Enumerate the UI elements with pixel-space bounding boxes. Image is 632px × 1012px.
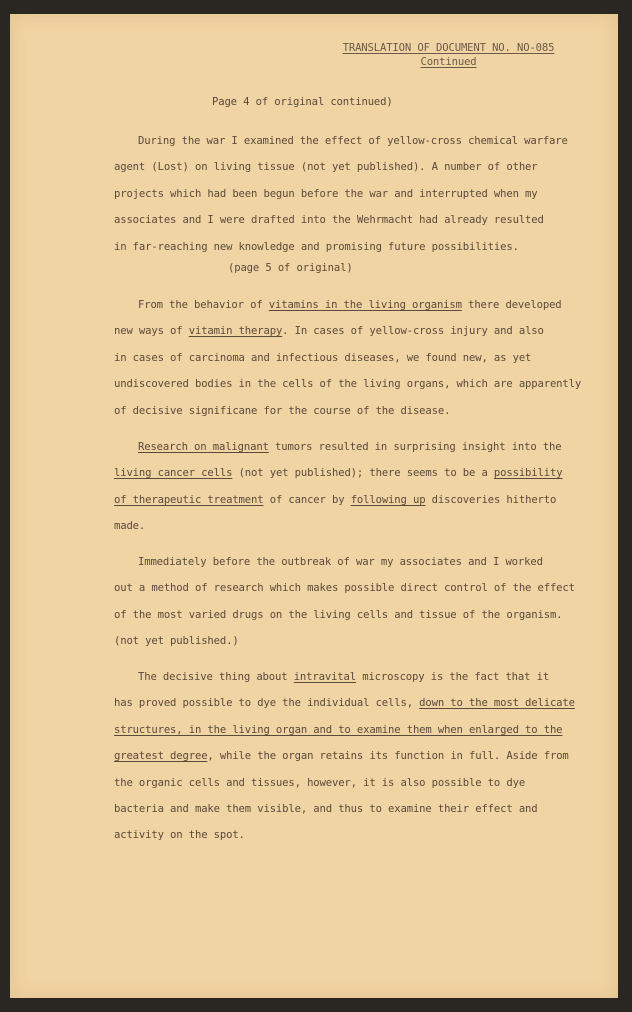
underlined-text: vitamins in the living organism	[268, 299, 462, 311]
underlined-text: living cancer cells	[114, 467, 233, 480]
text-segment: bacteria and make them visible, and thus to examine their effect and	[114, 802, 538, 815]
page-marker-4: Page 4 of original continued)	[212, 96, 393, 108]
text-segment: out a method of research which makes possible direct control of the effect	[114, 582, 575, 595]
text-segment: discoveries hitherto	[425, 493, 557, 506]
text-line	[114, 628, 594, 654]
text-segment: The decisive thing about	[138, 671, 294, 683]
text-segment: , while the organ retains its function in full. Aside from	[207, 750, 569, 763]
text-segment: undiscovered bodies in the cells of the living organs, which are apparently	[114, 378, 582, 391]
text-segment: microscopy is the fact that it	[355, 671, 550, 683]
page-marker-5: (page 5 of original)	[228, 262, 353, 274]
paragraph-1	[114, 128, 594, 260]
text-segment: associates and I were drafted into the Wehrmacht had already resulted	[114, 214, 544, 227]
paragraph-3	[114, 434, 594, 540]
paragraph-4	[114, 549, 594, 655]
text-line	[114, 770, 594, 796]
underlined-text: intravital	[293, 671, 356, 683]
text-line	[114, 371, 594, 397]
text-line	[114, 822, 594, 848]
document-header	[326, 42, 571, 68]
text-segment: . In cases of yellow-cross injury and also	[282, 325, 544, 338]
underlined-text: structures, in the living organ and to examine them when enlarged to the	[114, 723, 563, 736]
underlined-text: vitamin therapy	[188, 325, 283, 338]
text-segment: has proved possible to dye the individual cells,	[114, 697, 420, 710]
text-segment: of the most varied drugs on the living cells and tissue of the organism.	[114, 608, 563, 621]
underlined-text: greatest degree	[114, 750, 208, 763]
underlined-text: down to the most delicate	[419, 697, 575, 710]
text-segment: projects which had been begun before the war and interrupted when my	[114, 187, 538, 200]
text-segment: Immediately before the outbreak of war my associates and I worked	[138, 556, 543, 568]
underlined-text: following up	[350, 493, 426, 506]
text-segment: agent (Lost) on living tissue (not yet published). A number of other	[114, 161, 538, 174]
text-line	[114, 128, 594, 154]
text-segment: During the war I examined the effect of yellow-cross chemical warfare	[138, 135, 568, 147]
text-segment: of cancer by	[263, 493, 351, 506]
text-line	[114, 796, 594, 822]
text-segment: the organic cells and tissues, however, it is also possible to dye	[114, 776, 526, 789]
text-segment: in far-reaching new knowledge and promising future possibilities.	[114, 240, 519, 253]
text-segment: tumors resulted in surprising insight into the	[268, 441, 562, 453]
text-line	[114, 664, 594, 690]
text-line	[114, 292, 594, 318]
underlined-text: possibility	[493, 467, 563, 480]
text-line	[114, 181, 594, 207]
text-line	[114, 513, 594, 539]
underlined-text: Research on malignant	[138, 441, 269, 453]
text-line	[114, 460, 594, 486]
translation-title: TRANSLATION OF DOCUMENT NO. NO-085	[342, 42, 555, 54]
paragraph-5	[114, 664, 594, 849]
text-segment: (not yet published.)	[114, 635, 239, 648]
text-line	[114, 717, 594, 743]
underlined-text: of therapeutic treatment	[114, 493, 264, 506]
text-segment: made.	[114, 520, 146, 533]
text-line	[114, 743, 594, 769]
text-line	[114, 154, 594, 180]
text-segment: there developed	[461, 299, 562, 311]
text-line	[114, 207, 594, 233]
text-segment: From the behavior of	[138, 299, 269, 311]
text-segment: (not yet published); there seems to be a	[232, 467, 494, 480]
document-page	[10, 14, 618, 998]
text-line	[114, 690, 594, 716]
text-line	[114, 575, 594, 601]
text-line	[114, 487, 594, 513]
continued-label: Continued	[420, 56, 477, 68]
text-line	[114, 345, 594, 371]
text-line	[114, 398, 594, 424]
paragraph-2	[114, 292, 594, 424]
text-line	[114, 549, 594, 575]
text-segment: of decisive significane for the course of the disease.	[114, 404, 451, 417]
text-line	[114, 434, 594, 460]
text-line	[114, 234, 594, 260]
text-segment: activity on the spot.	[114, 829, 245, 842]
text-segment: new ways of	[114, 325, 189, 338]
text-segment: in cases of carcinoma and infectious diseases, we found new, as yet	[114, 351, 532, 364]
text-line	[114, 602, 594, 628]
text-line	[114, 318, 594, 344]
